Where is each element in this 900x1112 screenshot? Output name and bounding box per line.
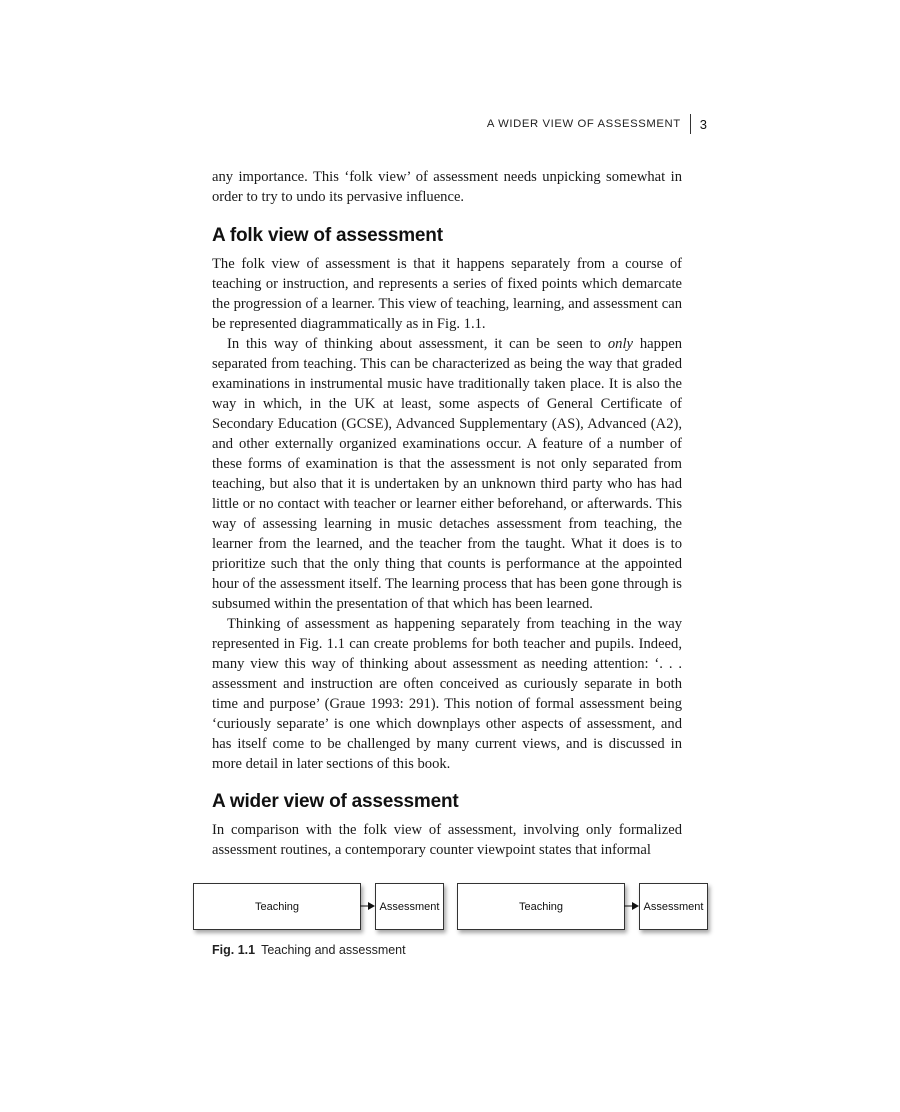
figure-teaching-assessment — [192, 883, 712, 935]
arrow-icon — [360, 900, 375, 912]
teaching-box-2: Teaching — [457, 883, 625, 930]
running-header — [487, 114, 707, 134]
emphasis-only: only — [607, 336, 634, 352]
arrow-icon — [624, 900, 639, 912]
figure-caption — [212, 943, 406, 957]
section-folk-body — [212, 254, 682, 774]
assessment-box-1: Assessment — [375, 883, 444, 930]
caption-number: Fig. 1.1 — [212, 943, 256, 957]
section-heading-wider-view: A wider view of assessment — [212, 791, 459, 812]
wider-paragraph-1: In comparison with the folk view of assessment, involving only formalized assessment routines, a contemporary counter viewpoint states that informal — [212, 822, 682, 858]
intro-paragraph: any importance. This ‘folk view’ of assessment needs unpicking somewhat in order to try to undo its pervasive influence. — [212, 169, 682, 205]
page-number: 3 — [699, 116, 707, 132]
folk-paragraph-1: The folk view of assessment is that it happens separately from a course of teaching or instruction, and represents a series of fixed points which demarcate the progression of a learner. This view of teaching, learning, and assessment can be represented diagrammatically as in Fig. 1.1. — [212, 256, 682, 332]
teaching-box-1: Teaching — [193, 883, 361, 930]
folk-paragraph-3: Thinking of assessment as happening separately from teaching in the way represented in Fig. 1.1 can create problems for both teacher and pupils. Indeed, many view this way of thinking about assessment as needing attention: ‘. . . assessment and instruction are often conceived as curiously separate in both time and purpose’ (Graue 1993: 291). This notion of formal assessment being ‘curiously separate’ is one which downplays other aspects of assessment, and has itself come to be challenged by many current views, and is discussed in more detail in later sections of this book. — [212, 616, 682, 772]
assessment-box-2: Assessment — [639, 883, 708, 930]
running-title: A WIDER VIEW OF ASSESSMENT — [487, 114, 691, 134]
section-heading-folk-view: A folk view of assessment — [212, 225, 443, 246]
caption-text: Teaching and assessment — [261, 943, 406, 957]
intro-text — [212, 167, 682, 207]
section-wider-body — [212, 820, 682, 860]
folk-paragraph-2: In this way of thinking about assessment, it can be seen to only happen separated from teaching. This can be characterized as being the way that graded examinations in instrumental music have traditionally taken place. It is also the way in which, in the UK at least, some aspects of General Certificate of Secondary Education (GCSE), Advanced Supplementary (AS), Advanced (A2), and other externally organized examinations occur. A feature of a number of these forms of examination is that the assessment is not only separated from teaching, but also that it is undertaken by an unknown third party who has had little or no contact with teacher or learner either beforehand, or afterwards. This way of assessing learning in music detaches assessment from teaching, the learner from the learned, and the teacher from the taught. What it does is to prioritize such that the only thing that counts is performance at the appointed hour of the assessment itself. The learning process that has been gone through is subsumed within the presentation of that which has been learned. — [212, 336, 683, 612]
